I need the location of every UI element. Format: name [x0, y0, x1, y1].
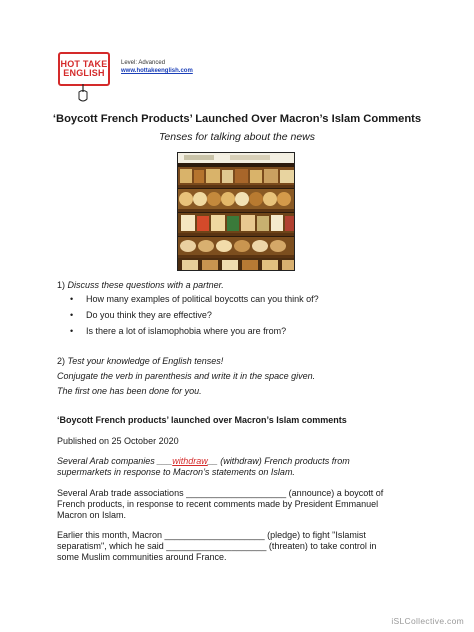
logo-line2: ENGLISH [63, 68, 105, 78]
section1-number: 1) [57, 280, 66, 290]
section2-line3: The first one has been done for you. [57, 386, 202, 396]
article-paragraph-3 [57, 530, 417, 563]
meta-info [121, 59, 193, 75]
p1-after: __ (withdraw) French products from [207, 456, 350, 466]
website-link[interactable]: www.hottakeenglish.com [121, 68, 193, 74]
article-headline: ‘Boycott French products’ launched over Macron’s Islam comments [57, 415, 347, 425]
list-item: • Do you think they are effective? [70, 309, 319, 325]
list-item: • How many examples of political boycotts can you think of? [70, 293, 319, 309]
example-answer: withdraw [172, 456, 208, 466]
section1-instruction: Discuss these questions with a partner. [67, 280, 224, 290]
page-subtitle: Tenses for talking about the news [158, 131, 316, 143]
hot-take-english-logo [58, 52, 110, 104]
hand-icon [76, 84, 90, 104]
article-paragraph-2 [57, 488, 417, 521]
paragraph-1-line-1 [57, 456, 417, 467]
discussion-questions [70, 293, 319, 341]
section2-line2: Conjugate the verb in parenthesis and write it in the space given. [57, 371, 316, 381]
supermarket-shelves-photo [177, 152, 295, 271]
p1-before: Several Arab companies ___ [57, 456, 173, 466]
paragraph-2-line-1: Several Arab trade associations ____________________ (announce) a boycott of [57, 488, 384, 498]
logo-line1: HOT TAKE [60, 59, 108, 69]
paragraph-2-line-3: Macron on Islam. [57, 510, 127, 520]
paragraph-3-line-1: Earlier this month, Macron ____________________ (pledge) to fight "Islamist [57, 530, 366, 540]
section2-instruction: Test your knowledge of English tenses! [67, 356, 224, 366]
paragraph-3-line-3: some Muslim communities around France. [57, 552, 227, 562]
level-label: Level: Advanced [121, 60, 166, 66]
logo-sign [58, 52, 110, 86]
section1-heading [57, 279, 224, 291]
published-date: Published on 25 October 2020 [57, 436, 179, 446]
page-title: ‘Boycott French Products’ Launched Over Macron’s Islam Comments [52, 113, 422, 125]
site-watermark: iSLCollective.com [391, 616, 464, 626]
paragraph-3-line-2: separatism", which he said ____________________ (threaten) to take control in [57, 541, 377, 551]
shelves-illustration [178, 153, 295, 271]
paragraph-1-line-2: supermarkets in response to Macron’s statements on Islam. [57, 467, 295, 477]
section2-number: 2) [57, 356, 66, 366]
paragraph-2-line-2: French products, in response to recent comments made by President Emmanuel [57, 499, 379, 509]
article-paragraph-1 [57, 456, 417, 478]
section2-heading [57, 355, 223, 367]
list-item: • Is there a lot of islamophobia where you are from? [70, 325, 319, 341]
